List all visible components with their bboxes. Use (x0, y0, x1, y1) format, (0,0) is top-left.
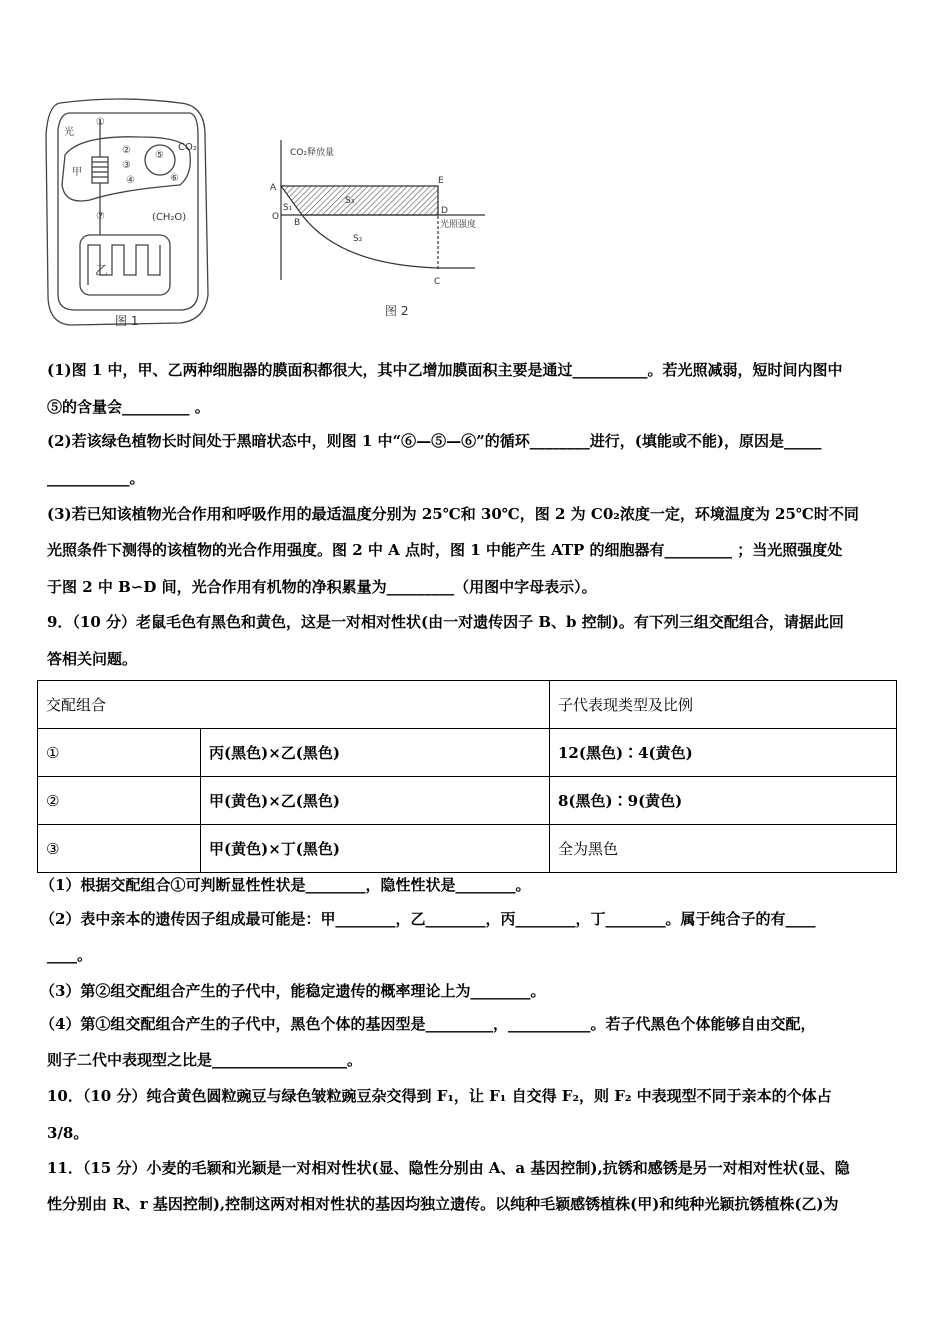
header-cross: 交配组合 (38, 681, 550, 729)
question-line: (3)若已知该植物光合作用和呼吸作用的最适温度分别为 25℃和 30℃，图 2 为 C0₂浓度一定，环境温度为 25℃时不同 (47, 505, 859, 523)
question-line: 则子二代中表现型之比是__________________。 (47, 1051, 363, 1069)
point-o: O (272, 212, 280, 222)
area-s2: S₂ (353, 234, 363, 244)
label-n1: ① (96, 117, 105, 128)
area-s3: S₃ (345, 196, 355, 206)
table-row (38, 729, 897, 777)
figure-2-graph (281, 140, 485, 280)
label-n6: ⑥ (170, 173, 179, 184)
point-d: D (441, 206, 448, 216)
cell-parents: 甲(黄色)×丁(黑色) (201, 825, 550, 873)
question-line: ⑤的含量会_________ 。 (47, 398, 210, 416)
cross-table (37, 680, 897, 873)
y-axis-label: CO₂释放量 (290, 148, 334, 158)
question-line: 9．（10 分）老鼠毛色有黑色和黄色，这是一对相对性状(由一对遗传因子 B、b 控制)。有下列三组交配组合，请据此回 (47, 613, 844, 631)
label-n3: ③ (122, 160, 131, 171)
x-axis-label: 光照强度 (440, 220, 477, 230)
figure-1-labels (64, 117, 197, 328)
question-line: (1)图 1 中，甲、乙两种细胞器的膜面积都很大，其中乙增加膜面积主要是通过__________。若光照减弱，短时间内图中 (47, 361, 843, 379)
figure-2-labels (270, 146, 476, 318)
label-yi: 乙 (95, 264, 109, 279)
point-e: E (438, 176, 444, 186)
label-n4: ④ (126, 175, 135, 186)
question-line: （2）表中亲本的遗传因子组成最可能是：甲________，乙________，丙________，丁________。属于纯合子的有____ (40, 910, 816, 928)
question-line: 答相关问题。 (47, 650, 138, 668)
label-jia: 甲 (72, 167, 82, 178)
table-row (38, 825, 897, 873)
area-s1: S₁ (283, 203, 293, 213)
table-header-row (38, 681, 897, 729)
label-light: 光 (64, 127, 74, 138)
question-line: 性分别由 R、r 基因控制),控制这两对相对性状的基因均独立遗传。以纯种毛颖感锈植株(甲)和纯种光颖抗锈植株(乙)为 (47, 1195, 839, 1213)
question-line: 3/8。 (47, 1124, 89, 1142)
label-co2: CO₂ (178, 142, 197, 153)
cell-parents: 甲(黄色)×乙(黑色) (201, 777, 550, 825)
question-line: (2)若该绿色植物长时间处于黑暗状态中，则图 1 中“⑥—⑤—⑥”的循环________进行，(填能或不能)，原因是_____ (47, 432, 822, 450)
point-c: C (434, 277, 441, 287)
label-n5: ⑤ (155, 150, 164, 161)
figure-2-caption: 图 2 (385, 304, 409, 318)
question-line: 光照条件下测得的该植物的光合作用强度。图 2 中 A 点时，图 1 中能产生 ATP 的细胞器有_________ ；当光照强度处 (47, 541, 843, 559)
header-offspring: 子代表现类型及比例 (550, 681, 897, 729)
label-ch2o: (CH₂O) (152, 212, 187, 223)
label-n2: ② (122, 145, 131, 156)
question-line: 10．（10 分）纯合黄色圆粒豌豆与绿色皱粒豌豆杂交得到 F₁，让 F₁ 自交得 F₂，则 F₂ 中表现型不同于亲本的个体占 (47, 1087, 832, 1105)
table-row (38, 777, 897, 825)
question-line: ____。 (47, 946, 93, 964)
question-line: 11．（15 分）小麦的毛颖和光颖是一对相对性状(显、隐性分别由 A、a 基因控制),抗锈和感锈是另一对相对性状(显、隐 (47, 1159, 850, 1177)
question-line: ___________。 (47, 469, 145, 487)
cell-offspring: 8(黑色)∶9(黄色) (550, 777, 897, 825)
cell-group: ② (38, 777, 201, 825)
cell-group: ① (38, 729, 201, 777)
question-line: （3）第②组交配组合产生的子代中，能稳定遗传的概率理论上为________。 (40, 982, 546, 1000)
label-n7: ⑦ (96, 211, 105, 222)
point-b: B (294, 218, 301, 228)
question-line: （4）第①组交配组合产生的子代中，黑色个体的基因型是_________，___________。若子代黑色个体能够自由交配， (40, 1015, 816, 1033)
question-line: 于图 2 中 B∽D 间，光合作用有机物的净积累量为_________（用图中字母表示）。 (47, 578, 597, 596)
cell-offspring: 全为黑色 (550, 825, 897, 873)
figures (40, 95, 490, 335)
cell-parents: 丙(黑色)×乙(黑色) (201, 729, 550, 777)
cell-offspring: 12(黑色)∶4(黄色) (550, 729, 897, 777)
point-a: A (270, 183, 277, 193)
figure-1-caption: 图 1 (115, 314, 139, 328)
cell-group: ③ (38, 825, 201, 873)
question-line: （1）根据交配组合①可判断显性性状是________，隐性性状是________。 (40, 876, 531, 894)
